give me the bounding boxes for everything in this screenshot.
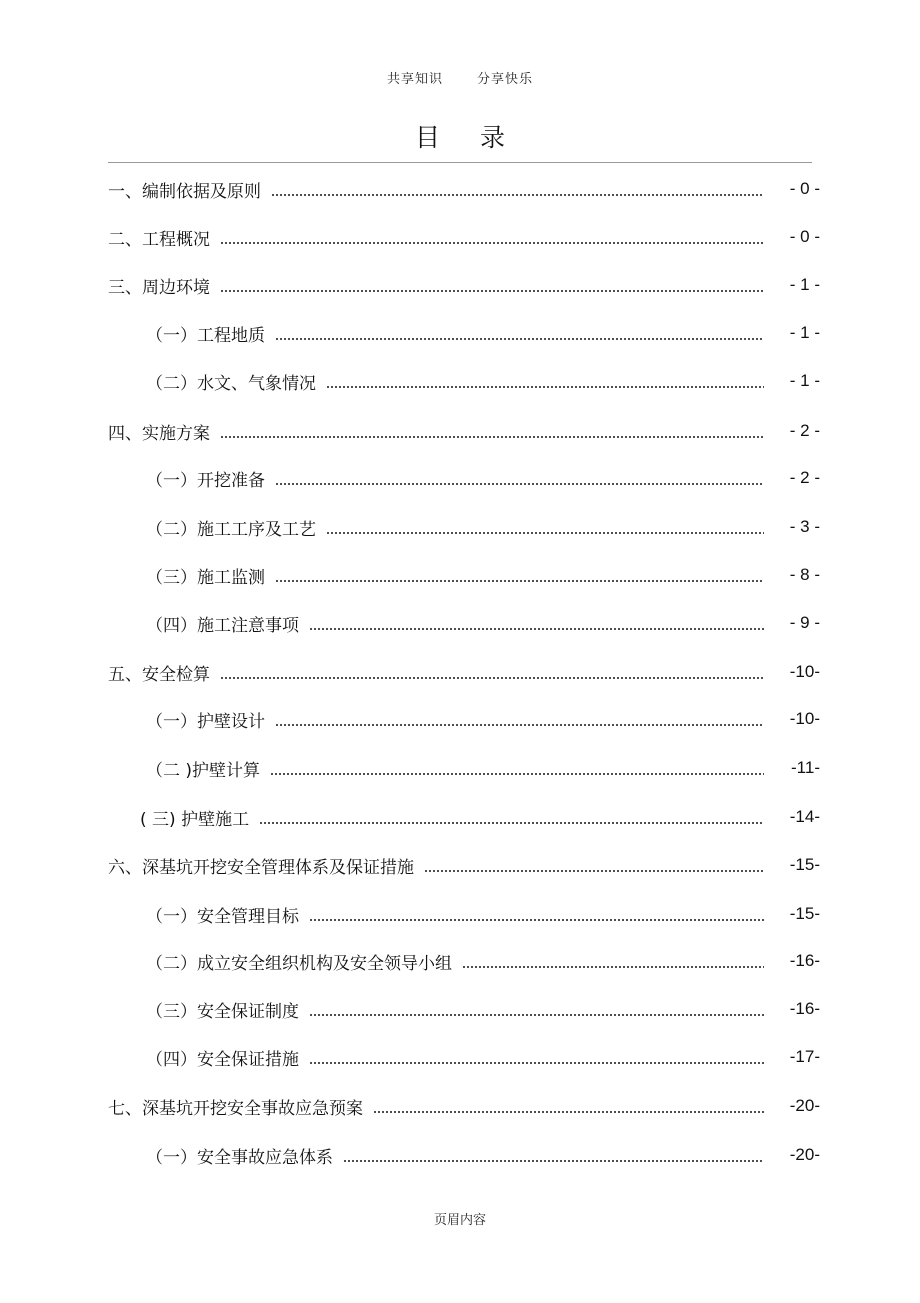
toc-leader-dots [275, 704, 764, 734]
toc-entry[interactable] [108, 1091, 820, 1121]
toc-entry-label: 四、实施方案 [108, 423, 210, 444]
toc-entry-label: 三、周边环境 [108, 277, 210, 298]
toc-entry-page: -15- [789, 855, 820, 874]
toc-entry[interactable] [108, 416, 820, 446]
toc-entry[interactable] [146, 994, 820, 1024]
toc-entry-page: -14- [789, 807, 820, 826]
toc-entry[interactable] [140, 802, 820, 832]
toc-entry-page: -10- [789, 709, 820, 728]
toc-leader-dots [220, 222, 764, 252]
toc-entry-label: （四）安全保证措施 [146, 1049, 299, 1070]
toc-entry-page: -20- [789, 1145, 820, 1164]
toc-entry-page: -11- [791, 758, 820, 777]
toc-leader-dots [275, 318, 764, 348]
toc-leader-dots [309, 899, 764, 929]
toc-entry-label: 五、安全检算 [108, 664, 210, 685]
toc-leader-dots [220, 416, 764, 446]
toc-leader-dots [462, 946, 764, 976]
toc-leader-dots [373, 1091, 764, 1121]
toc-entry[interactable] [146, 704, 820, 734]
toc-entry-label: （二）水文、气象情况 [146, 373, 316, 394]
toc-entry-label: 六、深基坑开挖安全管理体系及保证措施 [108, 857, 414, 878]
toc-entry-label: （一）安全管理目标 [146, 906, 299, 927]
toc-entry-page: -10- [789, 662, 820, 681]
toc-entry-label: （三）施工监测 [146, 567, 265, 588]
page-title: 目 录 [415, 123, 521, 152]
toc-entry[interactable] [146, 512, 820, 542]
toc-leader-dots [424, 850, 764, 880]
toc-entry-page: - 0 - [789, 179, 820, 198]
toc-entry[interactable] [146, 753, 820, 783]
toc-entry-label: 二、工程概况 [108, 229, 210, 250]
toc-entry[interactable] [108, 850, 820, 880]
toc-entry-page: -20- [789, 1096, 820, 1115]
toc-entry[interactable] [146, 560, 820, 590]
toc-entry-page: - 2 - [789, 421, 820, 440]
toc-entry-page: -17- [789, 1047, 820, 1066]
toc-entry-label: （二）成立安全组织机构及安全领导小组 [146, 953, 452, 974]
toc-entry[interactable] [146, 463, 820, 493]
title-divider [108, 162, 812, 163]
toc-entry[interactable] [108, 270, 820, 300]
toc-leader-dots [309, 994, 764, 1024]
toc-entry-label: （二 )护壁计算 [146, 760, 261, 781]
toc-entry[interactable] [108, 657, 820, 687]
toc-entry[interactable] [146, 1042, 820, 1072]
toc-entry-page: - 0 - [789, 227, 820, 246]
toc-entry[interactable] [146, 318, 820, 348]
toc-leader-dots [275, 463, 764, 493]
toc-leader-dots [309, 608, 764, 638]
toc-entry-label: （一）安全事故应急体系 [146, 1147, 333, 1168]
toc-leader-dots [271, 174, 764, 204]
header-right-text: 分享快乐 [477, 72, 534, 87]
toc-leader-dots [275, 560, 764, 590]
toc-entry[interactable] [108, 174, 820, 204]
toc-entry-page: - 1 - [789, 323, 820, 342]
toc-entry-page: -16- [789, 951, 820, 970]
toc-entry-label: 七、深基坑开挖安全事故应急预案 [108, 1098, 363, 1119]
toc-leader-dots [220, 657, 764, 687]
toc-leader-dots [220, 270, 764, 300]
toc-entry[interactable] [146, 946, 820, 976]
toc-leader-dots [343, 1140, 764, 1170]
toc-entry[interactable] [146, 608, 820, 638]
toc-entry-label: ( 三) 护壁施工 [140, 809, 250, 830]
toc-leader-dots [326, 366, 764, 396]
page-footer: 页眉内容 [433, 1213, 486, 1228]
toc-entry-page: - 2 - [789, 468, 820, 487]
toc-entry[interactable] [146, 1140, 820, 1170]
toc-entry-page: - 8 - [789, 565, 820, 584]
toc-entry-label: （三）安全保证制度 [146, 1001, 299, 1022]
toc-entry-page: - 3 - [789, 517, 820, 536]
toc-entry-label: （一）护壁设计 [146, 711, 265, 732]
toc-entry-label: 一、编制依据及原则 [108, 181, 261, 202]
toc-entry[interactable] [108, 222, 820, 252]
toc-leader-dots [326, 512, 764, 542]
toc-entry[interactable] [146, 366, 820, 396]
toc-entry-page: - 9 - [789, 613, 820, 632]
toc-leader-dots [270, 753, 764, 783]
toc-entry-page: - 1 - [789, 371, 820, 390]
toc-entry-label: （四）施工注意事项 [146, 615, 299, 636]
toc-entry[interactable] [146, 899, 820, 929]
toc-entry-page: -15- [789, 904, 820, 923]
toc-leader-dots [259, 802, 764, 832]
toc-leader-dots [309, 1042, 764, 1072]
toc-entry-page: -16- [789, 999, 820, 1018]
toc-entry-label: （二）施工工序及工艺 [146, 519, 316, 540]
header-left-text: 共享知识 [386, 72, 443, 87]
page-header [0, 68, 920, 87]
toc-entry-label: （一）开挖准备 [146, 470, 265, 491]
toc-entry-page: - 1 - [789, 275, 820, 294]
toc-entry-label: （一）工程地质 [146, 325, 265, 346]
